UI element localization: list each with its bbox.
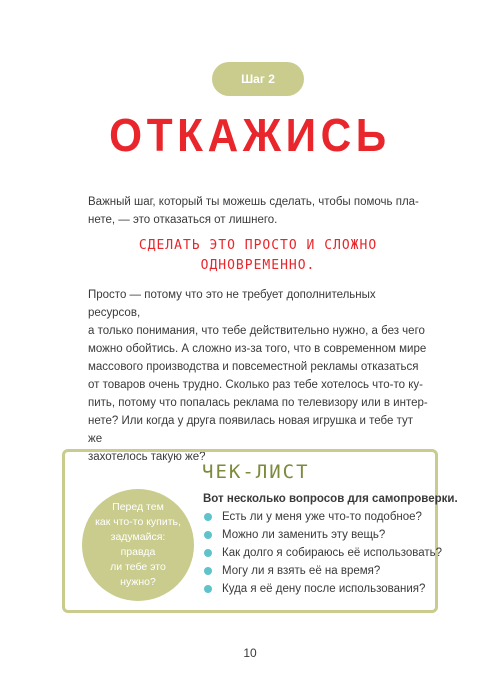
checklist-item	[204, 544, 442, 562]
body-line: от товаров очень трудно. Сколько раз тебе хотелось что-то ку-	[88, 379, 423, 391]
page-number: 10	[243, 646, 257, 660]
body-line: массового производства и повсеместной рекламы отказаться	[88, 361, 419, 373]
bullet-dot-icon	[204, 513, 212, 521]
tip-text	[92, 500, 184, 590]
checklist-lead: Вот несколько вопросов для самопроверки.	[203, 493, 458, 505]
highlight-text	[88, 236, 428, 276]
intro-line: нете, — это отказаться от лишнего.	[88, 214, 278, 226]
checklist-item	[204, 526, 442, 544]
tip-line: Перед тем	[112, 501, 164, 513]
checklist-item-text: Могу ли я взять её на время?	[222, 565, 381, 577]
checklist-title: ЧЕК-ЛИСТ	[202, 461, 310, 483]
page-title: ОТКАЖИСЬ	[109, 109, 391, 161]
tip-line: ли тебе это	[110, 561, 166, 573]
step-badge	[212, 62, 304, 96]
bullet-dot-icon	[204, 567, 212, 575]
intro-line: Важный шаг, который ты можешь сделать, чтобы помочь пла-	[88, 196, 419, 208]
checklist-item-text: Можно ли заменить эту вещь?	[222, 529, 386, 541]
body-line: а только понимания, что тебе действительно нужно, а без чего	[88, 325, 425, 337]
checklist-item	[204, 580, 442, 598]
checklist-items	[204, 508, 442, 598]
checklist-item-text: Как долго я собираюсь её использовать?	[222, 547, 443, 559]
body-line: можно обойтись. А сложно из-за того, что в современном мире	[88, 343, 427, 355]
body-line: Просто — потому что это не требует дополнительных ресурсов,	[88, 289, 376, 319]
bullet-dot-icon	[204, 585, 212, 593]
checklist-item-text: Куда я её дену после использования?	[222, 583, 426, 595]
checklist-item-text: Есть ли у меня уже что-то подобное?	[222, 511, 422, 523]
body-line: нете? Или когда у друга появилась новая игрушка и тебе тут же	[88, 415, 414, 445]
step-label: Шаг 2	[241, 72, 275, 86]
bullet-dot-icon	[204, 531, 212, 539]
intro-paragraph	[88, 193, 428, 229]
tip-line: нужно?	[120, 576, 156, 588]
checklist-item	[204, 508, 442, 526]
body-line: пить, потому что попалась реклама по телевизору или в интер-	[88, 397, 428, 409]
tip-circle	[82, 489, 194, 601]
bullet-dot-icon	[204, 549, 212, 557]
body-paragraph	[88, 286, 428, 466]
tip-line: как что-то купить,	[95, 516, 181, 528]
tip-line: задумайся: правда	[110, 531, 166, 558]
body-line: захотелось такую же?	[88, 451, 206, 463]
checklist-item	[204, 562, 442, 580]
highlight-line: ОДНОВРЕМЕННО.	[200, 258, 316, 273]
highlight-line: СДЕЛАТЬ ЭТО ПРОСТО И СЛОЖНО	[138, 238, 378, 253]
